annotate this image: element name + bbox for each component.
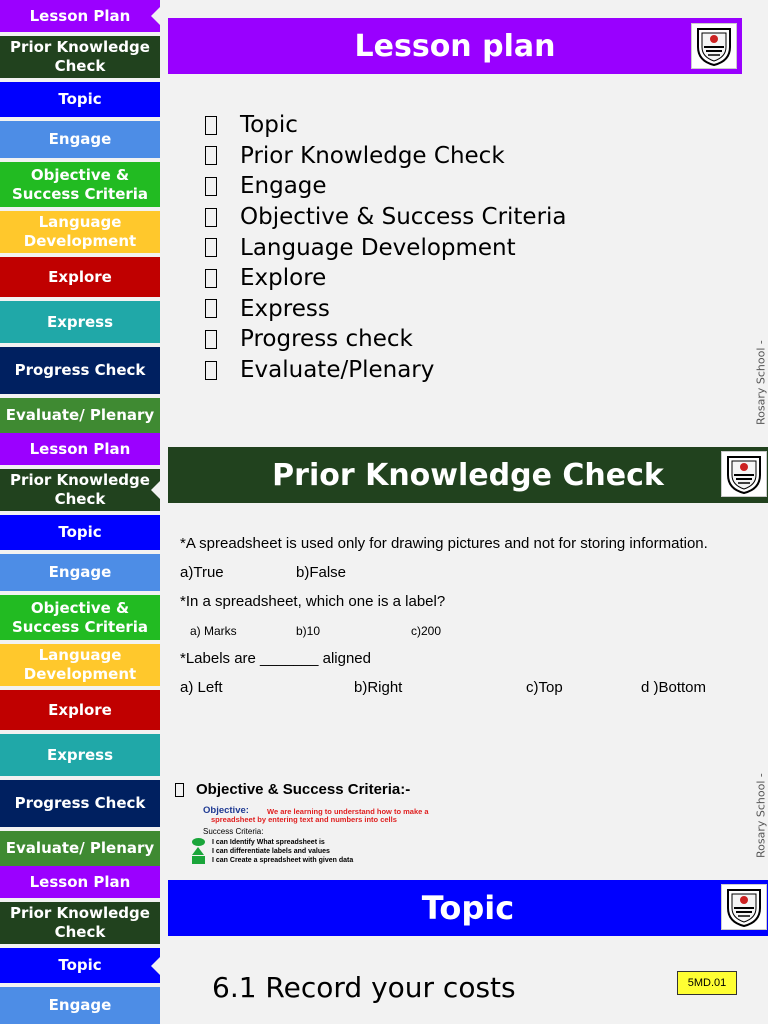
- agenda-item: [205, 294, 567, 325]
- nav-lesson-plan[interactable]: [0, 866, 160, 898]
- criteria-text: I can Identify What spreadsheet is: [212, 838, 325, 846]
- question-2: *In a spreadsheet, which one is a label?: [180, 593, 446, 610]
- nav-explore[interactable]: [0, 690, 160, 730]
- school-logo: [721, 451, 767, 497]
- page-title: Prior Knowledge Check: [272, 457, 664, 493]
- nav-express[interactable]: [0, 301, 160, 343]
- slide-lesson-plan: [0, 0, 768, 433]
- nav-label: Prior Knowledge Check: [10, 904, 150, 941]
- checkbox-icon: [205, 177, 217, 196]
- school-crest-icon: [724, 453, 764, 495]
- agenda-item: [205, 171, 567, 202]
- nav-label: Engage: [48, 130, 112, 148]
- answer-option: a)True: [180, 564, 224, 581]
- school-crest-icon: [694, 25, 734, 67]
- nav-engage[interactable]: [0, 987, 160, 1024]
- nav-label: Objective & Success Criteria: [11, 165, 149, 203]
- success-criteria-item: [192, 838, 325, 846]
- nav-engage[interactable]: [0, 554, 160, 591]
- agenda-item: [205, 324, 567, 355]
- vertical-footer-text: Rosary School -: [754, 340, 768, 425]
- page-title: Topic: [421, 889, 515, 927]
- nav-evaluate-plenary[interactable]: [0, 831, 160, 866]
- nav-label: Lesson Plan: [29, 872, 131, 891]
- nav-progress-check[interactable]: [0, 347, 160, 394]
- nav-label: Language Development: [23, 646, 137, 683]
- objective-label: Objective:: [203, 805, 249, 816]
- nav-label: Progress Check: [14, 361, 146, 379]
- page-title-banner: [168, 447, 768, 503]
- nav-label: Engage: [48, 563, 112, 581]
- checkbox-icon: [205, 361, 217, 380]
- checkbox-icon: [175, 783, 184, 797]
- nav-label: Topic: [58, 90, 102, 108]
- nav-label: Evaluate/ Plenary: [5, 406, 155, 424]
- nav-lesson-plan[interactable]: [0, 433, 160, 465]
- nav-label: Objective & Success Criteria: [11, 598, 149, 636]
- nav-label: Explore: [48, 267, 112, 286]
- answer-option: b)10: [296, 624, 321, 638]
- agenda-item: [205, 110, 567, 141]
- agenda-item-label: Engage: [240, 173, 327, 200]
- question-1: *A spreadsheet is used only for drawing pictures and not for storing information.: [180, 535, 708, 552]
- agenda-list: [205, 110, 567, 385]
- agenda-item-label: Topic: [240, 112, 298, 139]
- objective-image: [190, 805, 470, 866]
- agenda-item-label: Objective & Success Criteria: [240, 204, 567, 231]
- criteria-text: I can differentiate labels and values: [212, 847, 330, 855]
- question-3: *Labels are _______ aligned: [180, 650, 371, 667]
- checkbox-icon: [205, 146, 217, 165]
- nav-topic[interactable]: [0, 82, 160, 117]
- topic-heading: 6.1 Record your costs: [212, 971, 516, 1004]
- nav-prior-knowledge-check[interactable]: [0, 469, 160, 511]
- agenda-item-label: Progress check: [240, 326, 413, 353]
- checkbox-icon: [205, 208, 217, 227]
- agenda-item: [205, 263, 567, 294]
- nav-label: Explore: [48, 700, 112, 719]
- standard-code-badge: 5MD.01: [677, 971, 737, 995]
- answer-option: a) Marks: [190, 624, 237, 638]
- nav-prior-knowledge-check[interactable]: [0, 36, 160, 78]
- school-logo: [721, 884, 767, 930]
- nav-label: Language Development: [23, 213, 137, 250]
- success-criteria-item: [192, 847, 330, 855]
- nav-label: Lesson Plan: [29, 439, 131, 458]
- nav-engage[interactable]: [0, 121, 160, 158]
- agenda-item: [205, 232, 567, 263]
- page-title-banner: [168, 18, 742, 74]
- school-crest-icon: [724, 886, 764, 928]
- nav-express[interactable]: [0, 734, 160, 776]
- nav-label: Evaluate/ Plenary: [5, 839, 155, 857]
- agenda-item: [205, 355, 567, 386]
- checkbox-icon: [205, 269, 217, 288]
- nav-explore[interactable]: [0, 257, 160, 297]
- agenda-item-label: Explore: [240, 265, 327, 292]
- nav-lesson-plan[interactable]: [0, 0, 160, 32]
- objective-text-line: spreadsheet by entering text and numbers into cells: [211, 815, 397, 824]
- answer-option: b)False: [296, 564, 347, 581]
- answer-option: b)Right: [354, 679, 403, 696]
- nav-label: Progress Check: [14, 794, 146, 812]
- nav-objective-success-criteria[interactable]: [0, 162, 160, 207]
- nav-progress-check[interactable]: [0, 780, 160, 827]
- agenda-item-label: Prior Knowledge Check: [240, 142, 505, 169]
- nav-label: Prior Knowledge Check: [10, 471, 150, 508]
- checkbox-icon: [205, 116, 217, 135]
- objective-heading-label: Objective & Success Criteria:-: [196, 781, 411, 798]
- square-icon: [192, 856, 205, 864]
- objective-heading: [175, 781, 410, 798]
- school-logo: [691, 23, 737, 69]
- answer-option: a) Left: [180, 679, 223, 696]
- triangle-icon: [192, 847, 204, 855]
- slide-topic: [0, 866, 768, 1024]
- nav-language-development[interactable]: [0, 211, 160, 253]
- answer-option: c)200: [411, 624, 442, 638]
- agenda-item: [205, 141, 567, 172]
- agenda-item: [205, 202, 567, 233]
- page-title: Lesson plan: [354, 28, 556, 64]
- slide-prior-knowledge-check: [0, 433, 768, 866]
- nav-evaluate-plenary[interactable]: [0, 398, 160, 433]
- success-criteria-label: Success Criteria:: [203, 827, 264, 836]
- vertical-footer-text: Rosary School -: [754, 773, 768, 858]
- criteria-text: I can Create a spreadsheet with given data: [212, 856, 354, 864]
- nav-label: Express: [46, 745, 114, 764]
- agenda-item-label: Language Development: [240, 234, 516, 261]
- circle-icon: [192, 838, 205, 846]
- nav-label: Express: [46, 312, 114, 331]
- checkbox-icon: [205, 330, 217, 349]
- checkbox-icon: [205, 299, 217, 318]
- nav-language-development[interactable]: [0, 644, 160, 686]
- objective-text-line: We are learning to understand how to make a: [267, 807, 429, 816]
- nav-label: Lesson Plan: [29, 6, 131, 25]
- nav-label: Engage: [48, 996, 112, 1014]
- agenda-item-label: Express: [240, 295, 330, 322]
- nav-prior-knowledge-check[interactable]: [0, 902, 160, 944]
- nav-objective-success-criteria[interactable]: [0, 595, 160, 640]
- answer-option: c)Top: [526, 679, 563, 696]
- nav-label: Topic: [58, 956, 102, 974]
- nav-label: Topic: [58, 523, 102, 541]
- answer-option: d )Bottom: [641, 679, 707, 696]
- nav-label: Prior Knowledge Check: [10, 38, 150, 75]
- agenda-item-label: Evaluate/Plenary: [240, 357, 435, 384]
- success-criteria-item: [192, 856, 353, 864]
- nav-topic[interactable]: [0, 948, 160, 983]
- nav-topic[interactable]: [0, 515, 160, 550]
- page-title-banner: [168, 880, 768, 936]
- checkbox-icon: [205, 238, 217, 257]
